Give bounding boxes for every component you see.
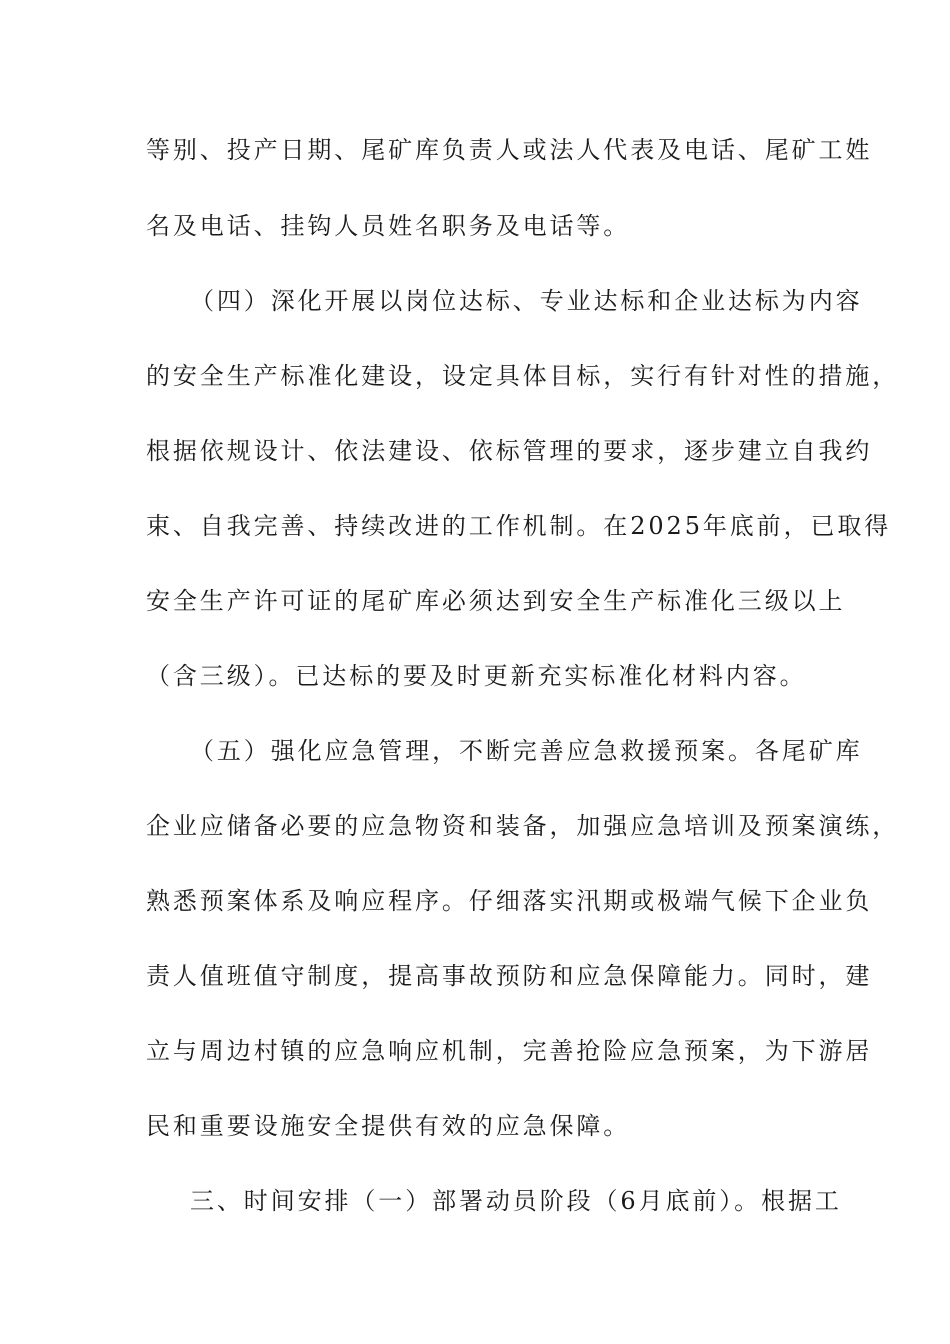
- text-line: （含三级）。已达标的要及时更新充实标准化材料内容。: [146, 662, 807, 690]
- text-line: 企业应储备必要的应急物资和装备，加强应急培训及预案演练，: [146, 812, 900, 840]
- text-line: 名及电话、挂钩人员姓名职务及电话等。: [146, 212, 631, 240]
- text-line: 立与周边村镇的应急响应机制，完善抢险应急预案，为下游居: [146, 1037, 873, 1065]
- text-line: 安全生产许可证的尾矿库必须达到安全生产标准化三级以上: [146, 587, 846, 615]
- paragraph-four-start: （四）深化开展以岗位达标、专业达标和企业达标为内容: [190, 287, 863, 315]
- paragraph-five-start: （五）强化应急管理，不断完善应急救援预案。各尾矿库: [190, 737, 863, 765]
- section-three-heading: 三、时间安排（一）部署动员阶段（6月底前）。根据工: [190, 1187, 842, 1215]
- text-line: 根据依规设计、依法建设、依标管理的要求，逐步建立自我约: [146, 437, 873, 465]
- text-line: 熟悉预案体系及响应程序。仔细落实汛期或极端气候下企业负: [146, 887, 873, 915]
- text-line: 束、自我完善、持续改进的工作机制。在2025年底前，已取得: [146, 512, 892, 540]
- text-line: 民和重要设施安全提供有效的应急保障。: [146, 1112, 631, 1140]
- text-line: 责人值班值守制度，提高事故预防和应急保障能力。同时，建: [146, 962, 873, 990]
- text-line: 等别、投产日期、尾矿库负责人或法人代表及电话、尾矿工姓: [146, 136, 873, 164]
- text-line: 的安全生产标准化建设，设定具体目标，实行有针对性的措施，: [146, 362, 900, 390]
